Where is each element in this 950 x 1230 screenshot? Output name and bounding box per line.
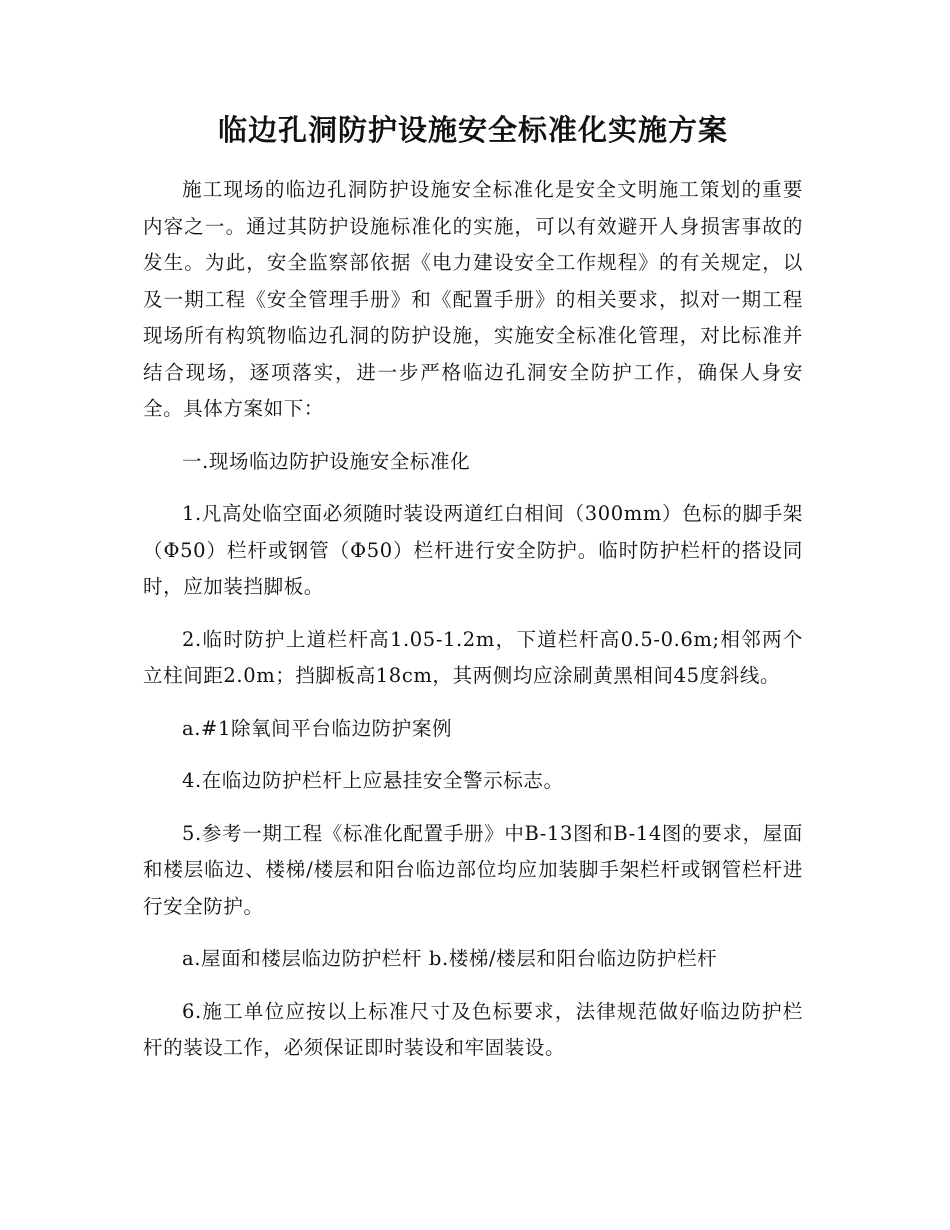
paragraph-item-6: 6.施工单位应按以上标准尺寸及色标要求，法律规范做好临边防护栏杆的装设工作，必须保证即时装设和牢固装设。 (143, 999, 803, 1059)
section-heading: 一.现场临边防护设施安全标准化 (182, 449, 471, 473)
paragraph-item-1: 1.凡高处临空面必须随时装设两道红白相间（300mm）色标的脚手架（Φ50）栏杆或钢管（Φ50）栏杆进行安全防护。临时防护栏杆的搭设同时，应加装挡脚板。 (143, 502, 803, 598)
paragraph-item-4: 4.在临边防护栏杆上应悬挂安全警示标志。 (182, 769, 564, 792)
figure-caption-a: a.#1除氧间平台临边防护案例 (182, 716, 453, 740)
intro-paragraph: 施工现场的临边孔洞防护设施安全标准化是安全文明施工策划的重要内容之一。通过其防护设施标准化的实施，可以有效避开人身损害事故的发生。为此，安全监察部依据《电力建设安全工作规程》的有关规定，以及一期工程《安全管理手册》和《配置手册》的相关要求，拟对一期工程现场所有构筑物临边孔洞的防护设施，实施安全标准化管理，对比标准并结合现场，逐项落实，进一步严格临边孔洞安全防护工作，确保人身安全。具体方案如下： (143, 178, 803, 420)
document-title: 临边孔洞防护设施安全标准化实施方案 (217, 113, 728, 147)
document-page (143, 108, 803, 1067)
figure-caption-ab: a.屋面和楼层临边防护栏杆 b.楼梯/楼层和阳台临边防护栏杆 (182, 947, 718, 970)
paragraph-item-5: 5.参考一期工程《标准化配置手册》中B-13图和B-14图的要求，屋面和楼层临边、楼梯/楼层和阳台临边部位均应加装脚手架栏杆或钢管栏杆进行安全防护。 (143, 821, 803, 918)
paragraph-item-2: 2.临时防护上道栏杆高1.05-1.2m，下道栏杆高0.5-0.6m;相邻两个立柱间距2.0m；挡脚板高18cm，其两侧均应涂刷黄黑相间45度斜线。 (143, 627, 803, 687)
